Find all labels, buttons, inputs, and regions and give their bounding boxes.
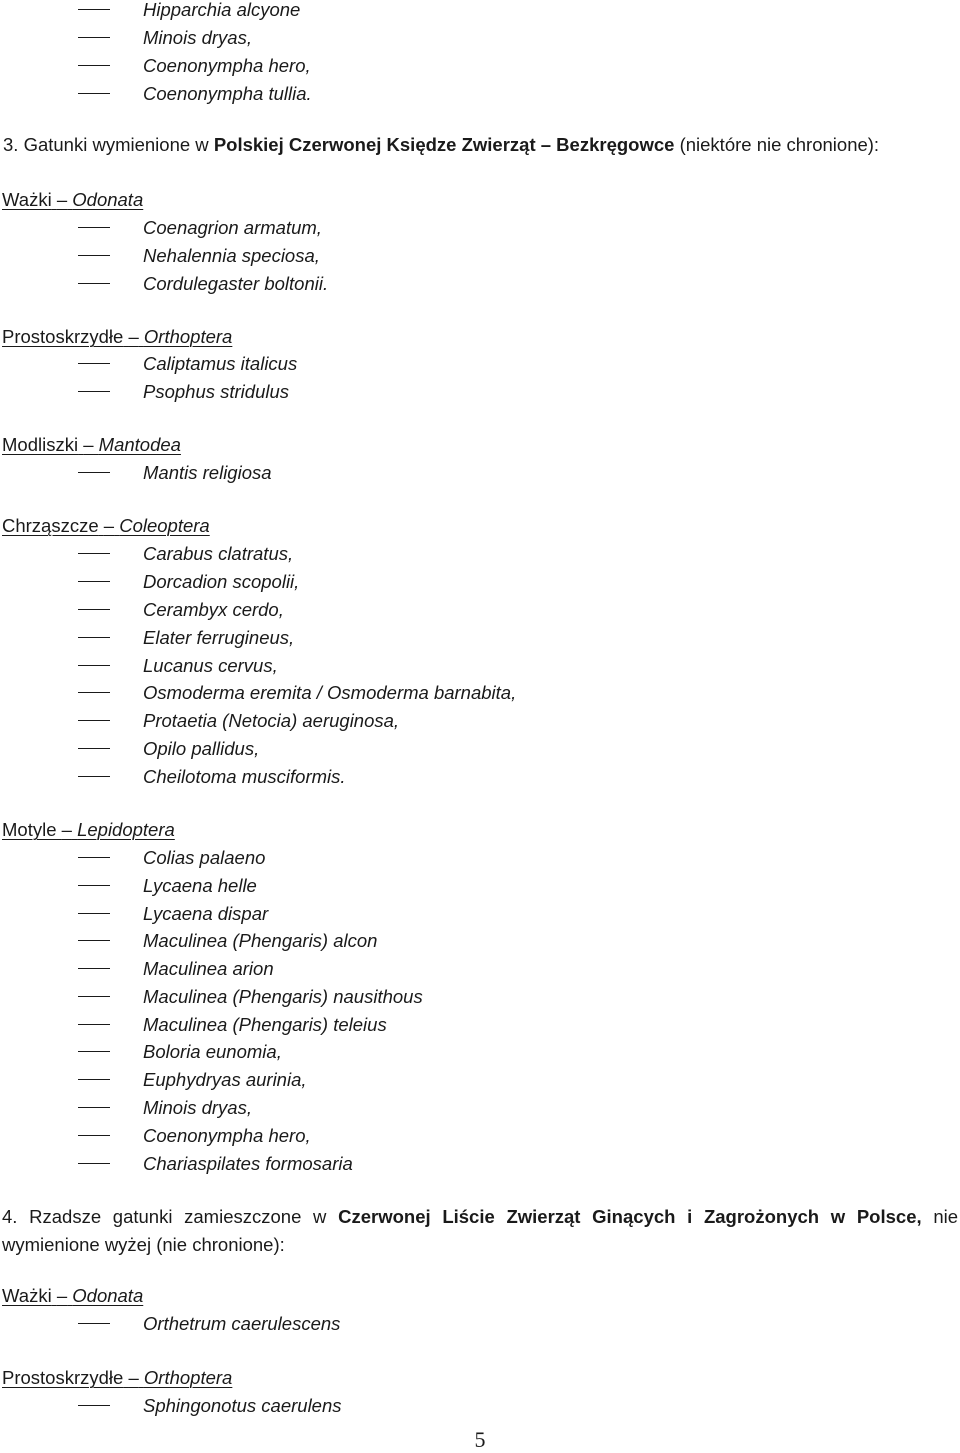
- dash-bullet: [78, 1163, 110, 1164]
- dash-bullet: [78, 363, 110, 364]
- species-name: Lucanus cervus,: [143, 655, 278, 676]
- list-item: [0, 216, 960, 240]
- species-name: Euphydryas aurinia,: [143, 1069, 307, 1090]
- list-item: [0, 244, 960, 268]
- heading-latin: Coleoptera: [119, 515, 210, 536]
- list-item: [0, 765, 960, 789]
- species-name: Minois dryas,: [143, 27, 252, 48]
- species-name: Maculinea (Phengaris) alcon: [143, 930, 378, 951]
- list-item: [0, 1096, 960, 1120]
- species-name: Nehalennia speciosa,: [143, 245, 320, 266]
- heading-latin: Orthoptera: [143, 326, 233, 347]
- heading-latin: Odonata: [72, 189, 144, 210]
- heading-dash: –: [103, 515, 115, 536]
- list-item: [0, 681, 960, 705]
- list-item: [0, 542, 960, 566]
- species-name: Hipparchia alcyone: [143, 0, 301, 20]
- group-heading-lepidoptera: [2, 818, 960, 842]
- dash-bullet: [78, 968, 110, 969]
- heading-dash: –: [128, 326, 139, 347]
- heading-dash: –: [83, 434, 94, 455]
- dash-bullet: [78, 1405, 110, 1406]
- dash-bullet: [78, 665, 110, 666]
- species-name: Elater ferrugineus,: [143, 627, 295, 648]
- section-number: 3.: [3, 134, 19, 155]
- list-item: [0, 1124, 960, 1148]
- species-name: Minois dryas,: [143, 1097, 252, 1118]
- list-item: [0, 461, 960, 485]
- species-name: Coenagrion armatum,: [143, 217, 322, 238]
- list-item: [0, 82, 960, 106]
- species-name: Coenonympha tullia.: [143, 83, 312, 104]
- species-name: Cheilotoma musciformis.: [143, 766, 346, 787]
- dash-bullet: [78, 996, 110, 997]
- list-item: [0, 1312, 960, 1336]
- species-name: Cordulegaster boltonii.: [143, 273, 329, 294]
- list-item: [0, 709, 960, 733]
- list-item: [0, 1152, 960, 1176]
- heading-latin: Orthoptera: [143, 1367, 233, 1388]
- heading-polish: Prostoskrzydłe: [2, 1367, 124, 1388]
- section-text: Gatunki wymienione w: [23, 134, 214, 155]
- dash-bullet: [78, 692, 110, 693]
- heading-polish: Ważki: [2, 189, 52, 210]
- species-name: Chariaspilates formosaria: [143, 1153, 353, 1174]
- group-heading-mantodea: [2, 433, 960, 457]
- species-name: Orthetrum caerulescens: [143, 1313, 341, 1334]
- section-text-after: (niektóre nie chronione):: [674, 134, 880, 155]
- heading-polish: Chrząszcze: [2, 515, 99, 536]
- species-name: Psophus stridulus: [143, 381, 290, 402]
- dash-bullet: [78, 913, 110, 914]
- species-name: Boloria eunomia,: [143, 1041, 282, 1062]
- list-item: [0, 1394, 960, 1418]
- dash-bullet: [78, 637, 110, 638]
- group-heading-orthoptera-rare: [2, 1366, 960, 1390]
- dash-bullet: [78, 1024, 110, 1025]
- list-item: [0, 737, 960, 761]
- dash-bullet: [78, 1323, 110, 1324]
- species-name: Osmoderma eremita / Osmoderma barnabita,: [143, 682, 517, 703]
- section-text: Rzadsze gatunki zamieszczone w: [29, 1206, 339, 1227]
- list-item: [0, 598, 960, 622]
- heading-polish: Motyle: [2, 819, 57, 840]
- group-heading-coleoptera: [2, 514, 960, 538]
- section-number: 4.: [2, 1206, 18, 1227]
- dash-bullet: [78, 255, 110, 256]
- group-heading-odonata-rare: [2, 1284, 960, 1308]
- dash-bullet: [78, 720, 110, 721]
- list-item: [0, 626, 960, 650]
- list-item: [0, 54, 960, 78]
- list-item: [0, 570, 960, 594]
- section-bold-title: Czerwonej Liście Zwierząt Ginących i Zagrożonych w Polsce,: [338, 1206, 922, 1227]
- dash-bullet: [78, 65, 110, 66]
- list-item: [0, 0, 960, 22]
- species-name: Colias palaeno: [143, 847, 266, 868]
- dash-bullet: [78, 609, 110, 610]
- species-name: Lycaena helle: [143, 875, 257, 896]
- dash-bullet: [78, 1135, 110, 1136]
- section-3-paragraph: [3, 133, 960, 157]
- species-name: Coenonympha hero,: [143, 1125, 311, 1146]
- dash-bullet: [78, 581, 110, 582]
- section-4-paragraph: [2, 1203, 958, 1259]
- heading-polish: Modliszki: [2, 434, 79, 455]
- dash-bullet: [78, 553, 110, 554]
- species-name: Mantis religiosa: [143, 462, 272, 483]
- list-item: [0, 1040, 960, 1064]
- list-item: [0, 272, 960, 296]
- heading-latin: Odonata: [72, 1285, 144, 1306]
- heading-latin: Lepidoptera: [77, 819, 175, 840]
- page-number: 5: [474, 1427, 486, 1452]
- list-item: [0, 985, 960, 1009]
- dash-bullet: [78, 283, 110, 284]
- heading-polish: Ważki: [2, 1285, 52, 1306]
- dash-bullet: [78, 1051, 110, 1052]
- species-name: Cerambyx cerdo,: [143, 599, 284, 620]
- dash-bullet: [78, 885, 110, 886]
- species-name: Opilo pallidus,: [143, 738, 260, 759]
- dash-bullet: [78, 1079, 110, 1080]
- species-name: Maculinea (Phengaris) teleius: [143, 1014, 387, 1035]
- dash-bullet: [78, 1107, 110, 1108]
- heading-dash: –: [56, 1285, 68, 1306]
- list-item: [0, 380, 960, 404]
- heading-dash: –: [61, 819, 72, 840]
- dash-bullet: [78, 857, 110, 858]
- dash-bullet: [78, 93, 110, 94]
- list-item: [0, 26, 960, 50]
- list-item: [0, 352, 960, 376]
- heading-dash: –: [128, 1367, 139, 1388]
- species-name: Dorcadion scopolii,: [143, 571, 300, 592]
- species-name: Protaetia (Netocia) aeruginosa,: [143, 710, 400, 731]
- dash-bullet: [78, 9, 110, 10]
- group-heading-orthoptera: [2, 325, 960, 349]
- list-item: [0, 1013, 960, 1037]
- list-item: [0, 929, 960, 953]
- list-item: [0, 1068, 960, 1092]
- dash-bullet: [78, 391, 110, 392]
- species-name: Lycaena dispar: [143, 903, 269, 924]
- section-bold-title: Polskiej Czerwonej Księdze Zwierząt – Bezkręgowce: [213, 134, 675, 155]
- list-item: [0, 902, 960, 926]
- heading-dash: –: [56, 189, 68, 210]
- list-item: [0, 957, 960, 981]
- list-item: [0, 874, 960, 898]
- heading-latin: Mantodea: [98, 434, 181, 455]
- section-text-after: nie wymienione wyżej (nie chronione):: [2, 1206, 959, 1255]
- dash-bullet: [78, 37, 110, 38]
- species-name: Sphingonotus caerulens: [143, 1395, 342, 1416]
- species-name: Maculinea arion: [143, 958, 274, 979]
- species-name: Caliptamus italicus: [143, 353, 298, 374]
- group-heading-odonata: [2, 188, 960, 212]
- list-item: [0, 654, 960, 678]
- species-name: Carabus clatratus,: [143, 543, 294, 564]
- list-item: [0, 846, 960, 870]
- dash-bullet: [78, 776, 110, 777]
- dash-bullet: [78, 748, 110, 749]
- species-name: Maculinea (Phengaris) nausithous: [143, 986, 423, 1007]
- dash-bullet: [78, 472, 110, 473]
- heading-polish: Prostoskrzydłe: [2, 326, 124, 347]
- dash-bullet: [78, 940, 110, 941]
- dash-bullet: [78, 227, 110, 228]
- species-name: Coenonympha hero,: [143, 55, 311, 76]
